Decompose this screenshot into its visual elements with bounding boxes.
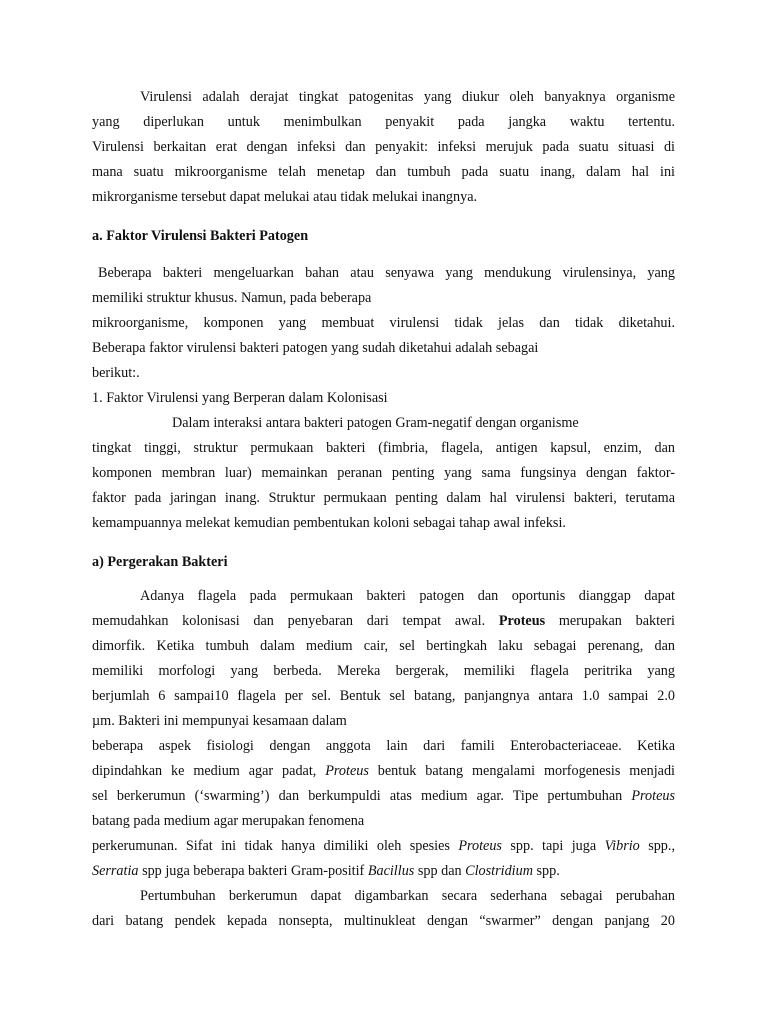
- subsection-heading-a: a) Pergerakan Bakteri: [92, 554, 228, 570]
- text-line: Dalam interaksi antara bakteri patogen Gram-negatif dengan organisme: [172, 415, 579, 431]
- text-line: berjumlah 6 sampai10 flagela per sel. Bentuk sel batang, panjangnya antara 1.0 sampai 2.0: [92, 688, 675, 704]
- text-line: yang diperlukan untuk menimbulkan penyakit pada jangka waktu tertentu.: [92, 114, 675, 130]
- text-line: dipindahkan ke medium agar padat, Proteus bentuk batang mengalami morfogenesis menjadi: [92, 763, 675, 779]
- text-line: Adanya flagela pada permukaan bakteri patogen dan oportunis dianggap dapat: [140, 588, 675, 604]
- text-line: mikroorganisme, komponen yang membuat virulensi tidak jelas dan tidak diketahui.: [92, 315, 675, 331]
- text-line: dari batang pendek kepada nonsepta, multinukleat dengan “swarmer” dengan panjang 20: [92, 913, 675, 929]
- numbered-item-1: 1. Faktor Virulensi yang Berperan dalam Kolonisasi: [92, 390, 388, 406]
- section-heading-a: a. Faktor Virulensi Bakteri Patogen: [92, 228, 309, 244]
- text-line: berikut:.: [92, 365, 140, 381]
- proteus-bold: Proteus: [498, 613, 546, 629]
- intro-paragraph: [92, 85, 675, 210]
- document-body: [92, 85, 675, 934]
- text-line: memiliki struktur khusus. Namun, pada beberapa: [92, 290, 372, 306]
- text-line: beberapa aspek fisiologi dengan anggota lain dari famili Enterobacteriaceae. Ketika: [92, 738, 675, 754]
- text-line: Beberapa faktor virulensi bakteri patogen yang sudah diketahui adalah sebagai: [92, 340, 539, 356]
- text-line: faktor pada jaringan inang. Struktur permukaan penting dalam hal virulensi bakteri, terutama: [92, 490, 675, 506]
- text-line: memudahkan kolonisasi dan penyebaran dari tempat awal. Proteus merupakan bakteri: [92, 613, 675, 629]
- text-line: Pertumbuhan berkerumun dapat digambarkan secara sederhana sebagai perubahan: [140, 888, 675, 904]
- text-line: komponen membran luar) memainkan peranan penting yang sama fungsinya dengan faktor-: [92, 465, 675, 481]
- text-line: sel berkerumun (‘swarming’) dan berkumpuldi atas medium agar. Tipe pertumbuhan Proteus: [92, 788, 675, 804]
- text-line: perkerumunan. Sifat ini tidak hanya dimiliki oleh spesies Proteus spp. tapi juga Vibrio spp.,: [92, 838, 675, 854]
- text-line: batang pada medium agar merupakan fenomena: [92, 813, 365, 829]
- section-a-paragraph: [92, 261, 675, 386]
- text-line: memiliki morfologi yang berbeda. Mereka bergerak, memiliki flagela peritrika yang: [92, 663, 675, 679]
- pergerakan-paragraph: [92, 584, 675, 934]
- text-line: tingkat tinggi, struktur permukaan bakteri (fimbria, flagela, antigen kapsul, enzim, dan: [92, 440, 675, 456]
- text-line: mikrorganisme tersebut dapat melukai atau tidak melukai inangnya.: [92, 189, 478, 205]
- text-line: dimorfik. Ketika tumbuh dalam medium cair, sel bertingkah laku sebagai perenang, dan: [92, 638, 675, 654]
- text-line: µm. Bakteri ini mempunyai kesamaan dalam: [92, 713, 347, 729]
- text-line: kemampuannya melekat kemudian pembentukan koloni sebagai tahap awal infeksi.: [92, 515, 566, 531]
- text-line: Beberapa bakteri mengeluarkan bahan atau senyawa yang mendukung virulensinya, yang: [98, 265, 675, 281]
- text-line: mana suatu mikroorganisme telah menetap dan tumbuh pada suatu inang, dalam hal ini: [92, 164, 675, 180]
- text-line: Virulensi berkaitan erat dengan infeksi dan penyakit: infeksi merujuk pada suatu situasi di: [92, 139, 675, 155]
- text-line: Virulensi adalah derajat tingkat patogenitas yang diukur oleh banyaknya organisme: [140, 89, 675, 105]
- item-1-paragraph: [92, 411, 675, 536]
- text-line: Serratia spp juga beberapa bakteri Gram-positif Bacillus spp dan Clostridium spp.: [92, 863, 560, 879]
